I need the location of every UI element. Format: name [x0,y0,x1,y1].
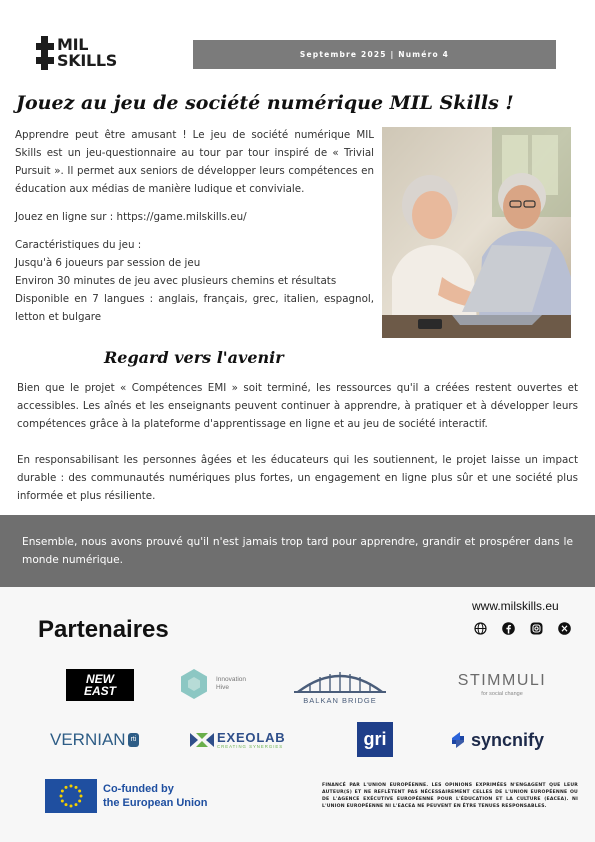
partners-title: Partenaires [38,616,169,643]
stimmuli-tagline: for social change [481,691,523,697]
eu-line-1: Co-funded by [103,783,174,795]
gri-logo [357,722,393,757]
stimmuli-label: STIMMULI [457,672,547,689]
features-heading: Caractéristiques du jeu : [15,239,142,251]
eu-star [78,800,81,803]
balkan-bridge-logo [292,663,388,707]
eu-star [61,800,64,803]
eu-star [70,785,73,788]
syncnify-logo [448,728,558,752]
exeolab-mark-icon [190,733,214,747]
logo-line-1: MIL [57,35,89,54]
eu-line-2: the European Union [103,797,208,809]
vernian-badge: rti [128,733,140,747]
closing-text: Ensemble, nous avons prouvé qu'il n'est jamais trop tard pour apprendre, grandir et prospérer dans le monde numérique. [22,536,573,566]
outlook-paragraph: Bien que le projet « Compétences EMI » soit terminé, les ressources qu'il a créées restent ouvertes et accessibles. Les aînés et les enseignants peuvent continuer à apprendre, à pratiquer et à développer leurs compétences grâce à la plateforme d'apprentissage en ligne et au jeu de société interactif. [17,382,578,430]
social-links [474,620,571,633]
exeolab-logo [190,729,324,751]
eu-star [75,803,78,806]
stimmuli-logo [454,669,550,701]
new-east-label: NEW EAST [83,672,116,698]
new-east-logo [66,669,134,701]
balkan-bridge-label: BALKAN BRIDGE [303,695,377,705]
innovation-hive-logo [178,667,258,701]
globe-icon[interactable] [474,620,487,633]
eu-star [65,803,68,806]
feature-item: Disponible en 7 langues : anglais, français, grec, italien, espagnol, letton et bulgare [15,293,374,323]
puzzle-mark-icon [36,36,54,70]
outlook-title: Regard vers l'avenir [104,348,284,367]
eu-flag-icon [45,779,97,813]
play-online-link[interactable]: Jouez en ligne sur : https://game.milskills.eu/ [15,211,247,223]
exeolab-tagline: CREATING SYNERGIES [217,744,284,749]
bridge-icon [294,666,386,694]
intro-paragraph: Apprendre peut être amusant ! Le jeu de société numérique MIL Skills est un jeu-questionnaire au tour par tour inspiré de « Trivial Pursuit ». Il permet aux seniors de développer leurs compétences en éducation aux médias de manière ludique et conviviale. [15,129,374,195]
website-link[interactable]: www.milskills.eu [472,599,559,613]
eu-star [78,790,81,793]
feature-item: Jusqu'à 6 joueurs par session de jeu [15,257,201,269]
outlook-body [17,379,578,505]
eu-star [65,786,68,789]
syncnify-label: syncnify [471,730,545,750]
syncnify-mark-icon [448,730,468,750]
exeolab-label: EXEOLAB [217,730,286,745]
feature-item: Environ 30 minutes de jeu avec plusieurs chemins et résultats [15,275,337,287]
issue-banner: Septembre 2025 | Numéro 4 [193,40,556,69]
hexagon-icon [178,668,210,700]
article-body [15,126,374,326]
eu-star [60,795,63,798]
x-icon[interactable] [558,620,571,633]
logo-line-2: SKILLS [57,51,117,70]
partners-section [0,587,595,842]
closing-banner [0,515,595,587]
innovation-hive-label-2: Hive [216,684,230,691]
mil-skills-logo [36,36,117,70]
article-title: Jouez au jeu de société numérique MIL Skills ! [16,92,514,114]
eu-star [80,795,83,798]
vernian-label: VERNIAN [50,730,126,749]
eu-funding-logo [45,779,208,813]
eu-star [61,790,64,793]
instagram-icon[interactable] [530,620,543,633]
innovation-hive-label-1: Innovation [216,676,246,683]
outlook-paragraph: En responsabilisant les personnes âgées et les éducateurs qui les soutiennent, le projet laisse un impact durable : des communautés numériques plus fortes, un engagement en ligne plus sûr et une société plus informée et plus résiliente. [17,454,578,502]
eu-star [75,786,78,789]
gri-label: gri [363,729,387,749]
eu-disclaimer: FINANCÉ PAR L'UNION EUROPÉENNE. LES OPINIONS EXPRIMÉES N'ENGAGENT QUE LEUR AUTEUR(S) ET NE REFLÈTENT PAS NÉCESSAIREMENT CELLES DE L'UNION EUROPÉENNE OU DE L'AGENCE EXÉCUTIVE EUROPÉENNE POUR L'ÉDUCATION ET LA CULTURE (EACEA). NI L'UNION EUROPÉENNE NI L'EACEA NE PEUVENT EN ÊTRE TENUES RESPONSABLES. [322,783,578,809]
facebook-icon[interactable] [502,620,515,633]
eu-star [70,805,73,808]
seniors-laptop-photo [382,127,571,338]
vernian-logo [50,728,160,752]
